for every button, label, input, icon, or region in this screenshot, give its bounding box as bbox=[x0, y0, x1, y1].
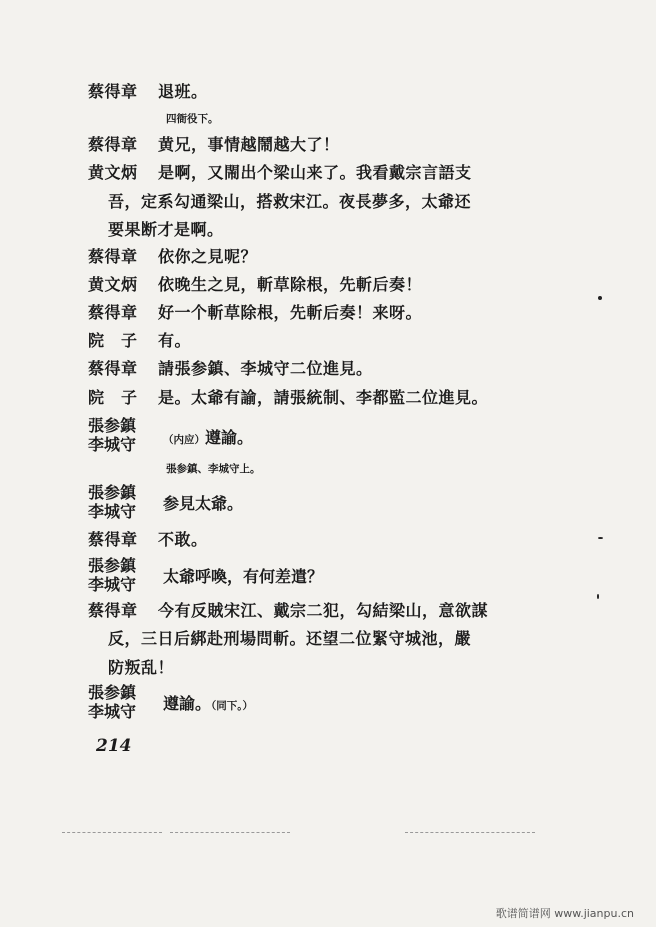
watermark: 歌谱简谱网 www.jianpu.cn bbox=[495, 907, 634, 920]
aside-note: （内应） bbox=[163, 434, 205, 446]
dialogue-continuation: 吾，定系勾通梁山，搭救宋江。夜長夢多，太爺还 bbox=[108, 192, 472, 211]
speaker-top: 張参鎮 bbox=[88, 416, 137, 435]
speaker: 院 子 bbox=[88, 331, 138, 350]
dialogue-content: 遵諭。 bbox=[163, 694, 212, 713]
speaker-top: 張参鎮 bbox=[88, 483, 137, 502]
dialogue-line bbox=[88, 82, 608, 102]
scan-line bbox=[405, 832, 535, 834]
dialogue-line bbox=[88, 388, 608, 408]
dialogue-text: 依晚生之見，斬草除根，先斬后奏！ bbox=[158, 275, 423, 294]
dialogue-text: 今有反賊宋江、戴宗二犯，勾結梁山，意欲謀 bbox=[158, 601, 489, 620]
speaker: 蔡得章 bbox=[88, 82, 138, 101]
speaker: 黄文炳 bbox=[88, 163, 138, 182]
dialogue-line bbox=[88, 303, 608, 323]
dialogue-line bbox=[88, 530, 608, 550]
dialogue-text: 太爺呼喚，有何差遣？ bbox=[163, 567, 324, 586]
speaker: 蔡得章 bbox=[88, 247, 138, 266]
dialogue-text: 是啊，又閙出个梁山来了。我看戴宗言語支 bbox=[158, 163, 472, 182]
speaker: 黄文炳 bbox=[88, 275, 138, 294]
speaker-bottom: 李城守 bbox=[88, 502, 137, 521]
dialogue-content: 遵諭。 bbox=[205, 428, 254, 447]
speaker: 蔡得章 bbox=[88, 135, 138, 154]
dialogue-line bbox=[88, 247, 608, 267]
dialogue-text: 好一个斬草除根，先斬后奏！来呀。 bbox=[158, 303, 423, 322]
speaker: 院 子 bbox=[88, 388, 138, 407]
aside-note: （同下。） bbox=[211, 700, 254, 712]
dual-speaker bbox=[88, 556, 158, 594]
dialogue-text bbox=[163, 694, 253, 716]
dialogue-line bbox=[88, 331, 608, 351]
page-number: 214 bbox=[96, 736, 132, 756]
dialogue-text: 是。太爺有諭，請張統制、李都監二位進見。 bbox=[158, 388, 489, 407]
dialogue-line bbox=[88, 275, 608, 295]
dual-speaker bbox=[88, 683, 158, 721]
speaker: 蔡得章 bbox=[88, 530, 138, 549]
dialogue-text: 依你之見呢？ bbox=[158, 247, 258, 266]
speaker-bottom: 李城守 bbox=[88, 575, 137, 594]
dialogue-text: 不敢。 bbox=[158, 530, 208, 549]
dual-speaker bbox=[88, 483, 158, 521]
scan-speck bbox=[598, 537, 603, 539]
dialogue-continuation: 要果断才是啊。 bbox=[108, 220, 224, 239]
dialogue-continuation: 反，三日后綁赴刑場問斬。还望二位緊守城池，嚴 bbox=[108, 629, 472, 648]
speaker-bottom: 李城守 bbox=[88, 702, 137, 721]
dialogue-text: 退班。 bbox=[158, 82, 208, 101]
dual-speaker bbox=[88, 416, 158, 454]
dialogue-text: 参見太爺。 bbox=[163, 494, 244, 513]
dialogue-line bbox=[88, 135, 608, 155]
scan-speck bbox=[597, 594, 599, 599]
dialogue-line bbox=[88, 359, 608, 379]
scan-line bbox=[62, 832, 162, 834]
speaker-top: 張参鎮 bbox=[88, 683, 137, 702]
dialogue-line bbox=[88, 163, 608, 183]
dialogue-text bbox=[163, 428, 253, 450]
scan-line bbox=[170, 832, 290, 834]
dialogue-text: 黄兄，事情越鬧越大了！ bbox=[158, 135, 340, 154]
dialogue-continuation: 防叛乱！ bbox=[108, 658, 175, 677]
stage-direction: 四衙役下。 bbox=[166, 113, 219, 125]
speaker: 蔡得章 bbox=[88, 359, 138, 378]
dialogue-text: 有。 bbox=[158, 331, 192, 350]
scan-speck bbox=[598, 296, 602, 300]
dialogue-line bbox=[88, 601, 608, 621]
stage-direction: 張参鎮、李城守上。 bbox=[166, 463, 261, 475]
dialogue-text: 請張参鎮、李城守二位進見。 bbox=[158, 359, 373, 378]
speaker-bottom: 李城守 bbox=[88, 435, 137, 454]
speaker: 蔡得章 bbox=[88, 303, 138, 322]
speaker: 蔡得章 bbox=[88, 601, 138, 620]
speaker-top: 張参鎮 bbox=[88, 556, 137, 575]
